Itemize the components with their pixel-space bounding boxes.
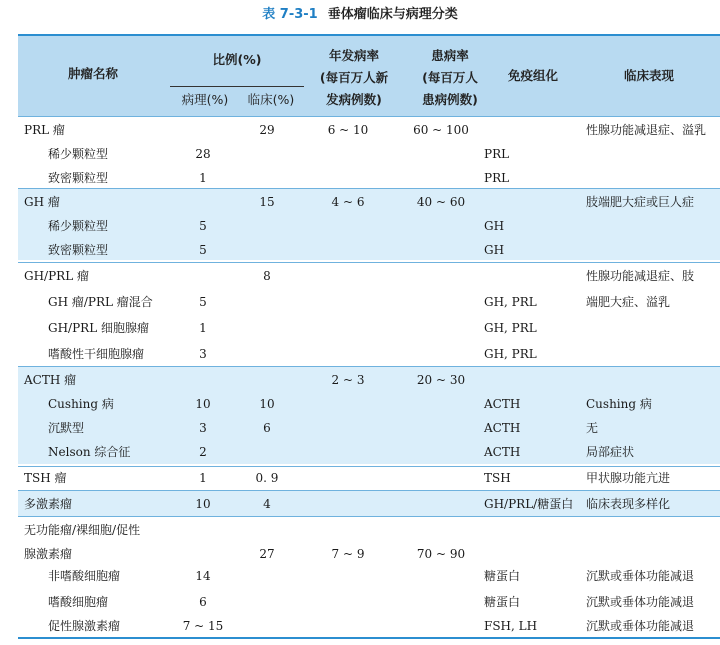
cell-imm: ACTH — [484, 445, 521, 459]
cell-name: Cushing 病 — [48, 397, 114, 411]
cell-name: Nelson 综合征 — [48, 445, 131, 459]
cell-inc: 2 ~ 3 — [331, 373, 365, 387]
separator-acth — [18, 366, 720, 367]
cell-path: 5 — [199, 219, 207, 233]
cell-name: ACTH 瘤 — [24, 373, 77, 387]
cell-man: 性腺功能减退症、溢乳 — [586, 123, 707, 137]
cell-imm: GH — [484, 243, 505, 257]
cell-clin: 6 — [263, 421, 271, 435]
cell-man: 甲状腺功能亢进 — [586, 471, 671, 485]
cell-path: 14 — [195, 569, 211, 583]
cell-name: 促性腺激素瘤 — [48, 619, 121, 633]
cell-prev: 20 ~ 30 — [416, 373, 466, 387]
cell-name: 非嗜酸细胞瘤 — [48, 569, 121, 583]
cell-name: 多激素瘤 — [24, 497, 73, 511]
cell-path: 6 — [199, 595, 207, 609]
cell-man: Cushing 病 — [586, 397, 652, 411]
cell-imm: 糖蛋白 — [484, 569, 521, 583]
cell-man: 端肥大症、溢乳 — [586, 295, 671, 309]
cell-imm: GH, PRL — [484, 321, 537, 335]
header-ratio: 比例(%) — [212, 52, 262, 67]
cell-name: 稀少颗粒型 — [48, 219, 109, 233]
cell-path: 5 — [199, 295, 207, 309]
header-prevalence-3: 患病例数) — [422, 92, 478, 107]
cell-imm: GH/PRL/糖蛋白 — [484, 497, 574, 511]
table-header — [18, 36, 720, 116]
cell-man: 临床表现多样化 — [586, 497, 671, 511]
table-number: 表 7-3-1 — [262, 7, 318, 22]
cell-imm: 糖蛋白 — [484, 595, 521, 609]
table-title: 垂体瘤临床与病理分类 — [327, 7, 458, 22]
header-pathology: 病理(%) — [181, 92, 229, 107]
header-name: 肿瘤名称 — [67, 66, 118, 81]
cell-prev: 70 ~ 90 — [416, 547, 466, 561]
cell-path: 2 — [199, 445, 207, 459]
cell-name: 腺激素瘤 — [24, 547, 73, 561]
separator-pluri — [18, 490, 720, 491]
cell-name: 嗜酸性干细胞腺瘤 — [48, 347, 145, 361]
cell-imm: GH — [484, 219, 505, 233]
cell-inc: 7 ~ 9 — [331, 547, 365, 561]
cell-imm: GH, PRL — [484, 295, 537, 309]
cell-imm: ACTH — [484, 421, 521, 435]
cell-path: 1 — [199, 321, 207, 335]
cell-man: 沉默或垂体功能减退 — [586, 595, 695, 609]
header-incidence-3: 发病例数) — [326, 92, 382, 107]
cell-clin: 15 — [259, 195, 275, 209]
cell-man: 无 — [586, 421, 599, 435]
separator-nonfunc — [18, 516, 720, 517]
header-immuno: 免疫组化 — [507, 68, 558, 83]
cell-name: GH 瘤 — [24, 195, 60, 209]
cell-man: 肢端肥大症或巨人症 — [586, 195, 695, 209]
cell-clin: 10 — [259, 397, 275, 411]
cell-path: 10 — [195, 397, 211, 411]
cell-path: 5 — [199, 243, 207, 257]
cell-man: 沉默或垂体功能减退 — [586, 619, 695, 633]
separator-gh — [18, 188, 720, 189]
separator-header — [18, 116, 720, 117]
cell-name: 沉默型 — [48, 421, 85, 435]
cell-path: 10 — [195, 497, 211, 511]
header-manifest: 临床表现 — [623, 68, 674, 83]
cell-name: TSH 瘤 — [24, 471, 67, 485]
cell-name: GH/PRL 细胞腺瘤 — [48, 321, 149, 335]
cell-path: 28 — [195, 147, 211, 161]
cell-man: 性腺功能减退症、肢 — [586, 269, 695, 283]
header-prevalence-2: (每百万人 — [422, 70, 478, 85]
cell-clin: 8 — [263, 269, 271, 283]
cell-clin: 4 — [263, 497, 271, 511]
cell-imm: GH, PRL — [484, 347, 537, 361]
cell-name: GH 瘤/PRL 瘤混合 — [48, 295, 153, 309]
cell-imm: FSH, LH — [484, 619, 538, 633]
header-clinical: 临床(%) — [247, 92, 295, 107]
cell-inc: 6 ~ 10 — [327, 123, 369, 137]
cell-clin: 0. 9 — [255, 471, 279, 485]
cell-name: PRL 瘤 — [24, 123, 65, 137]
cell-man: 沉默或垂体功能减退 — [586, 569, 695, 583]
cell-prev: 60 ~ 100 — [413, 123, 469, 137]
cell-clin: 27 — [259, 547, 275, 561]
header-incidence-1: 年发病率 — [328, 48, 379, 63]
cell-inc: 4 ~ 6 — [331, 195, 365, 209]
cell-name: 嗜酸细胞瘤 — [48, 595, 109, 609]
cell-imm: PRL — [484, 147, 510, 161]
table-caption — [0, 0, 720, 30]
cell-path: 1 — [199, 471, 207, 485]
cell-name: 稀少颗粒型 — [48, 147, 109, 161]
table-bottom-rule — [18, 637, 720, 639]
cell-name: 致密颗粒型 — [48, 243, 109, 257]
cell-name: 无功能瘤/裸细胞/促性 — [24, 523, 141, 537]
cell-imm: TSH — [484, 471, 511, 485]
header-ratio-rule — [170, 86, 304, 87]
cell-path: 1 — [199, 171, 207, 185]
cell-clin: 29 — [259, 123, 275, 137]
cell-path: 7 ~ 15 — [182, 619, 224, 633]
cell-prev: 40 ~ 60 — [416, 195, 466, 209]
header-incidence-2: (每百万人新 — [319, 70, 389, 85]
cell-name: GH/PRL 瘤 — [24, 269, 89, 283]
cell-path: 3 — [199, 347, 207, 361]
cell-imm: PRL — [484, 171, 510, 185]
separator-ghprl — [18, 262, 720, 263]
header-prevalence-1: 患病率 — [431, 48, 469, 63]
cell-imm: ACTH — [484, 397, 521, 411]
cell-path: 3 — [199, 421, 207, 435]
cell-man: 局部症状 — [586, 445, 635, 459]
cell-name: 致密颗粒型 — [48, 171, 109, 185]
